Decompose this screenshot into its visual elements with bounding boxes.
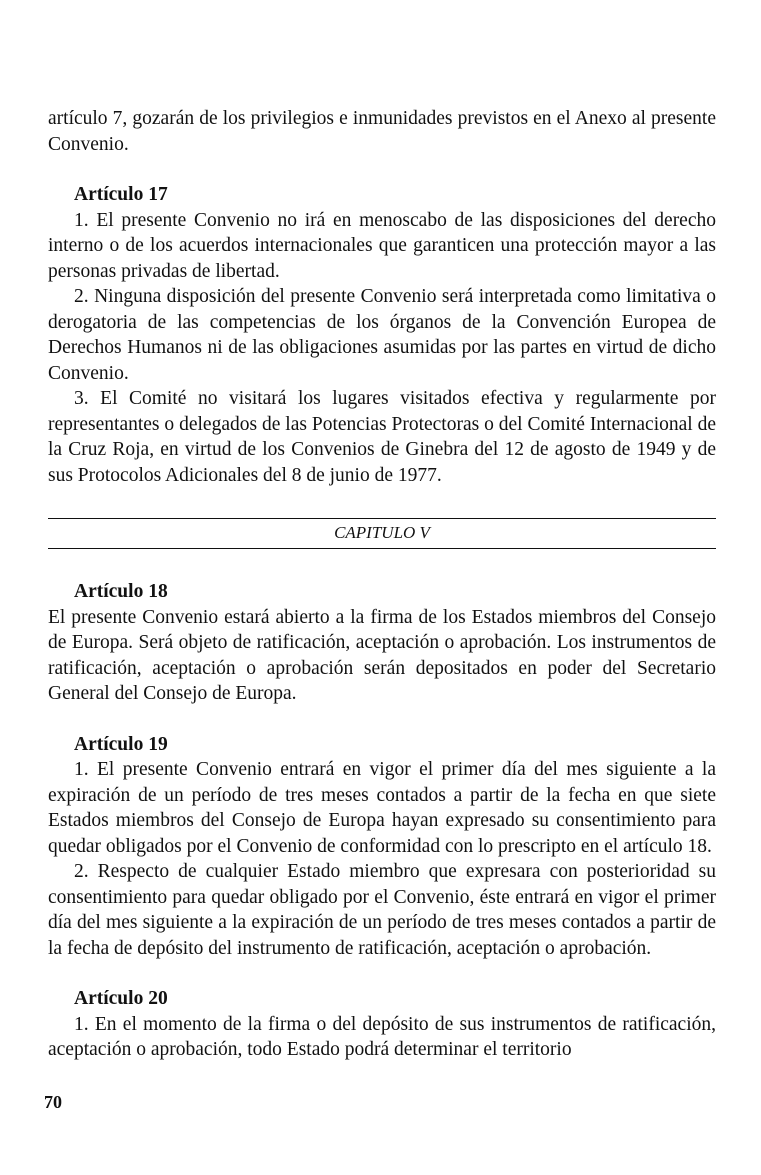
article-20-heading: Artículo 20 bbox=[74, 988, 168, 1009]
article-19-paragraph-2: 2. Respecto de cualquier Estado miembro que expresara con posterioridad su consentimiento para quedar obligado por el Convenio, éste entrará en vigor el primer día del mes siguiente a la expiración de un período de tres meses contados a partir de la fecha de depósito del instrumento de ratificación, aceptación o aprobación. bbox=[48, 861, 716, 959]
article-18-heading: Artículo 18 bbox=[74, 581, 168, 602]
page-number: 70 bbox=[44, 1092, 62, 1112]
article-17-paragraph-2: 2. Ninguna disposición del presente Convenio será interpretada como limitativa o derogatoria de las competencias de los órganos de la Convención Europea de Derechos Humanos ni de las obligaciones asumidas por las partes en virtud de dicho Convenio. bbox=[48, 286, 716, 384]
page-body bbox=[48, 106, 716, 1063]
article-20-paragraph-1: 1. En el momento de la firma o del depósito de sus instrumentos de ratificación, aceptación o aprobación, todo Estado podrá determinar el territorio bbox=[48, 1013, 716, 1060]
chapter-title: CAPITULO V bbox=[334, 523, 430, 542]
article-17-paragraph-1: 1. El presente Convenio no irá en menoscabo de las disposiciones del derecho interno o de los acuerdos internacionales que garanticen una protección mayor a las personas privadas de libertad. bbox=[48, 209, 716, 282]
intro-paragraph: artículo 7, gozarán de los privilegios e inmunidades previstos en el Anexo al presente Convenio. bbox=[48, 108, 716, 155]
article-18-paragraph-1: El presente Convenio estará abierto a la firma de los Estados miembros del Consejo de Europa. Será objeto de ratificación, aceptación o aprobación. Los instrumentos de ratificación, aceptación o aprobación serán depositados en poder del Secretario General del Consejo de Europa. bbox=[48, 606, 716, 704]
chapter-header bbox=[48, 518, 716, 549]
article-17-heading: Artículo 17 bbox=[74, 184, 168, 205]
chapter-rule-bottom bbox=[48, 548, 716, 549]
article-19-heading: Artículo 19 bbox=[74, 733, 168, 755]
article-19-paragraph-1: 1. El presente Convenio entrará en vigor el primer día del mes siguiente a la expiración de un período de tres meses contados a partir de la fecha en que siete Estados miembros del Consejo de Europa hayan expresado su consentimiento para quedar obligados por el Convenio de conformidad con lo prescripto en el artículo 18. bbox=[48, 759, 716, 857]
article-17-paragraph-3: 3. El Comité no visitará los lugares visitados efectiva y regularmente por representantes o delegados de las Potencias Protectoras o del Comité Internacional de la Cruz Roja, en virtud de los Convenios de Ginebra del 12 de agosto de 1949 y de sus Protocolos Adicionales del 8 de junio de 1977. bbox=[48, 388, 716, 486]
